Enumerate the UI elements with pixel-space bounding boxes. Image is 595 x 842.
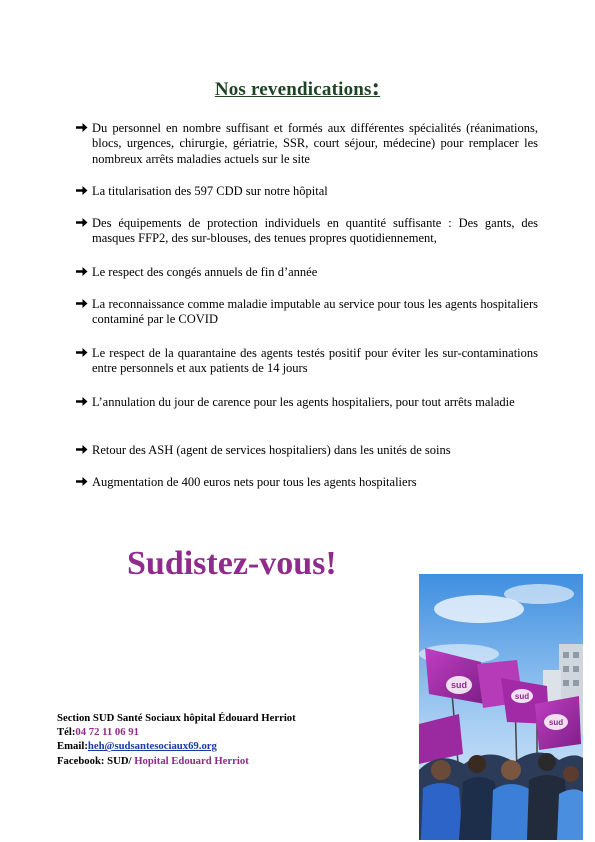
demand-text: La titularisation des 597 CDD sur notre hôpital (92, 184, 328, 198)
protest-photo (419, 574, 583, 840)
list-item (76, 216, 538, 247)
list-item (76, 475, 538, 490)
demand-text: Augmentation de 400 euros nets pour tous les agents hospitaliers (92, 475, 417, 489)
list-item (76, 265, 538, 280)
list-item (76, 297, 538, 328)
list-item (76, 443, 538, 458)
right-arrow-icon (76, 475, 92, 490)
slogan: Sudistez-vous! (127, 545, 337, 582)
demand-text: L’annulation du jour de carence pour les agents hospitaliers, pour tout arrêts maladie (92, 395, 515, 409)
right-arrow-icon (76, 265, 92, 280)
flag-logo-text: sud (548, 718, 564, 727)
right-arrow-icon (76, 395, 92, 410)
right-arrow-icon (76, 346, 92, 361)
demand-text: Le respect de la quarantaine des agents testés positif pour éviter les sur-contaminations entre personnels et aux patients de 14 jours (92, 346, 538, 376)
list-item (76, 121, 538, 167)
right-arrow-icon (76, 216, 92, 231)
page-title-colon: : (371, 74, 381, 101)
email-label: Email: (57, 740, 88, 753)
right-arrow-icon (76, 297, 92, 312)
page-title (0, 74, 595, 102)
phone-line (57, 725, 296, 739)
email-link[interactable]: heh@sudsantesociaux69.org (87, 740, 217, 753)
demand-text: Du personnel en nombre suffisant et formés aux différentes spécialités (réanimations, blocs, urgences, chirurgie, gériatrie, SSR, court séjour, médecine) pour remplacer les nombreux arrêts maladies actuels sur le site (92, 121, 538, 166)
phone-number: 04 72 11 06 91 (75, 726, 139, 739)
demand-text: Des équipements de protection individuels en quantité suffisante : Des gants, des masques FFP2, des sur-blouses, des tenues propres quotidiennement, (92, 216, 538, 246)
demand-text: Le respect des congés annuels de fin d’année (92, 265, 318, 279)
flag-logo-text: sud (450, 680, 468, 690)
right-arrow-icon (76, 184, 92, 199)
demand-text: Retour des ASH (agent de services hospitaliers) dans les unités de soins (92, 443, 451, 457)
phone-label: Tél: (57, 726, 76, 739)
protest-photo-illustration (419, 574, 583, 840)
right-arrow-icon (76, 121, 92, 136)
list-item (76, 395, 538, 410)
facebook-page: Hopital Edouard Herriot (131, 754, 249, 767)
demand-text: La reconnaissance comme maladie imputable au service pour tous les agents hospitaliers contaminé par le COVID (92, 297, 538, 327)
email-line (57, 739, 296, 753)
right-arrow-icon (76, 443, 92, 458)
section-name: Section SUD Santé Sociaux hôpital Édouard Herriot (57, 712, 296, 724)
list-item (76, 184, 538, 199)
facebook-line (57, 754, 296, 768)
facebook-label: Facebook: SUD/ (57, 754, 132, 767)
list-item (76, 346, 538, 377)
flag-logo-text: sud (514, 692, 530, 701)
page-title-text: Nos revendications (214, 79, 372, 100)
contact-block (57, 711, 296, 768)
